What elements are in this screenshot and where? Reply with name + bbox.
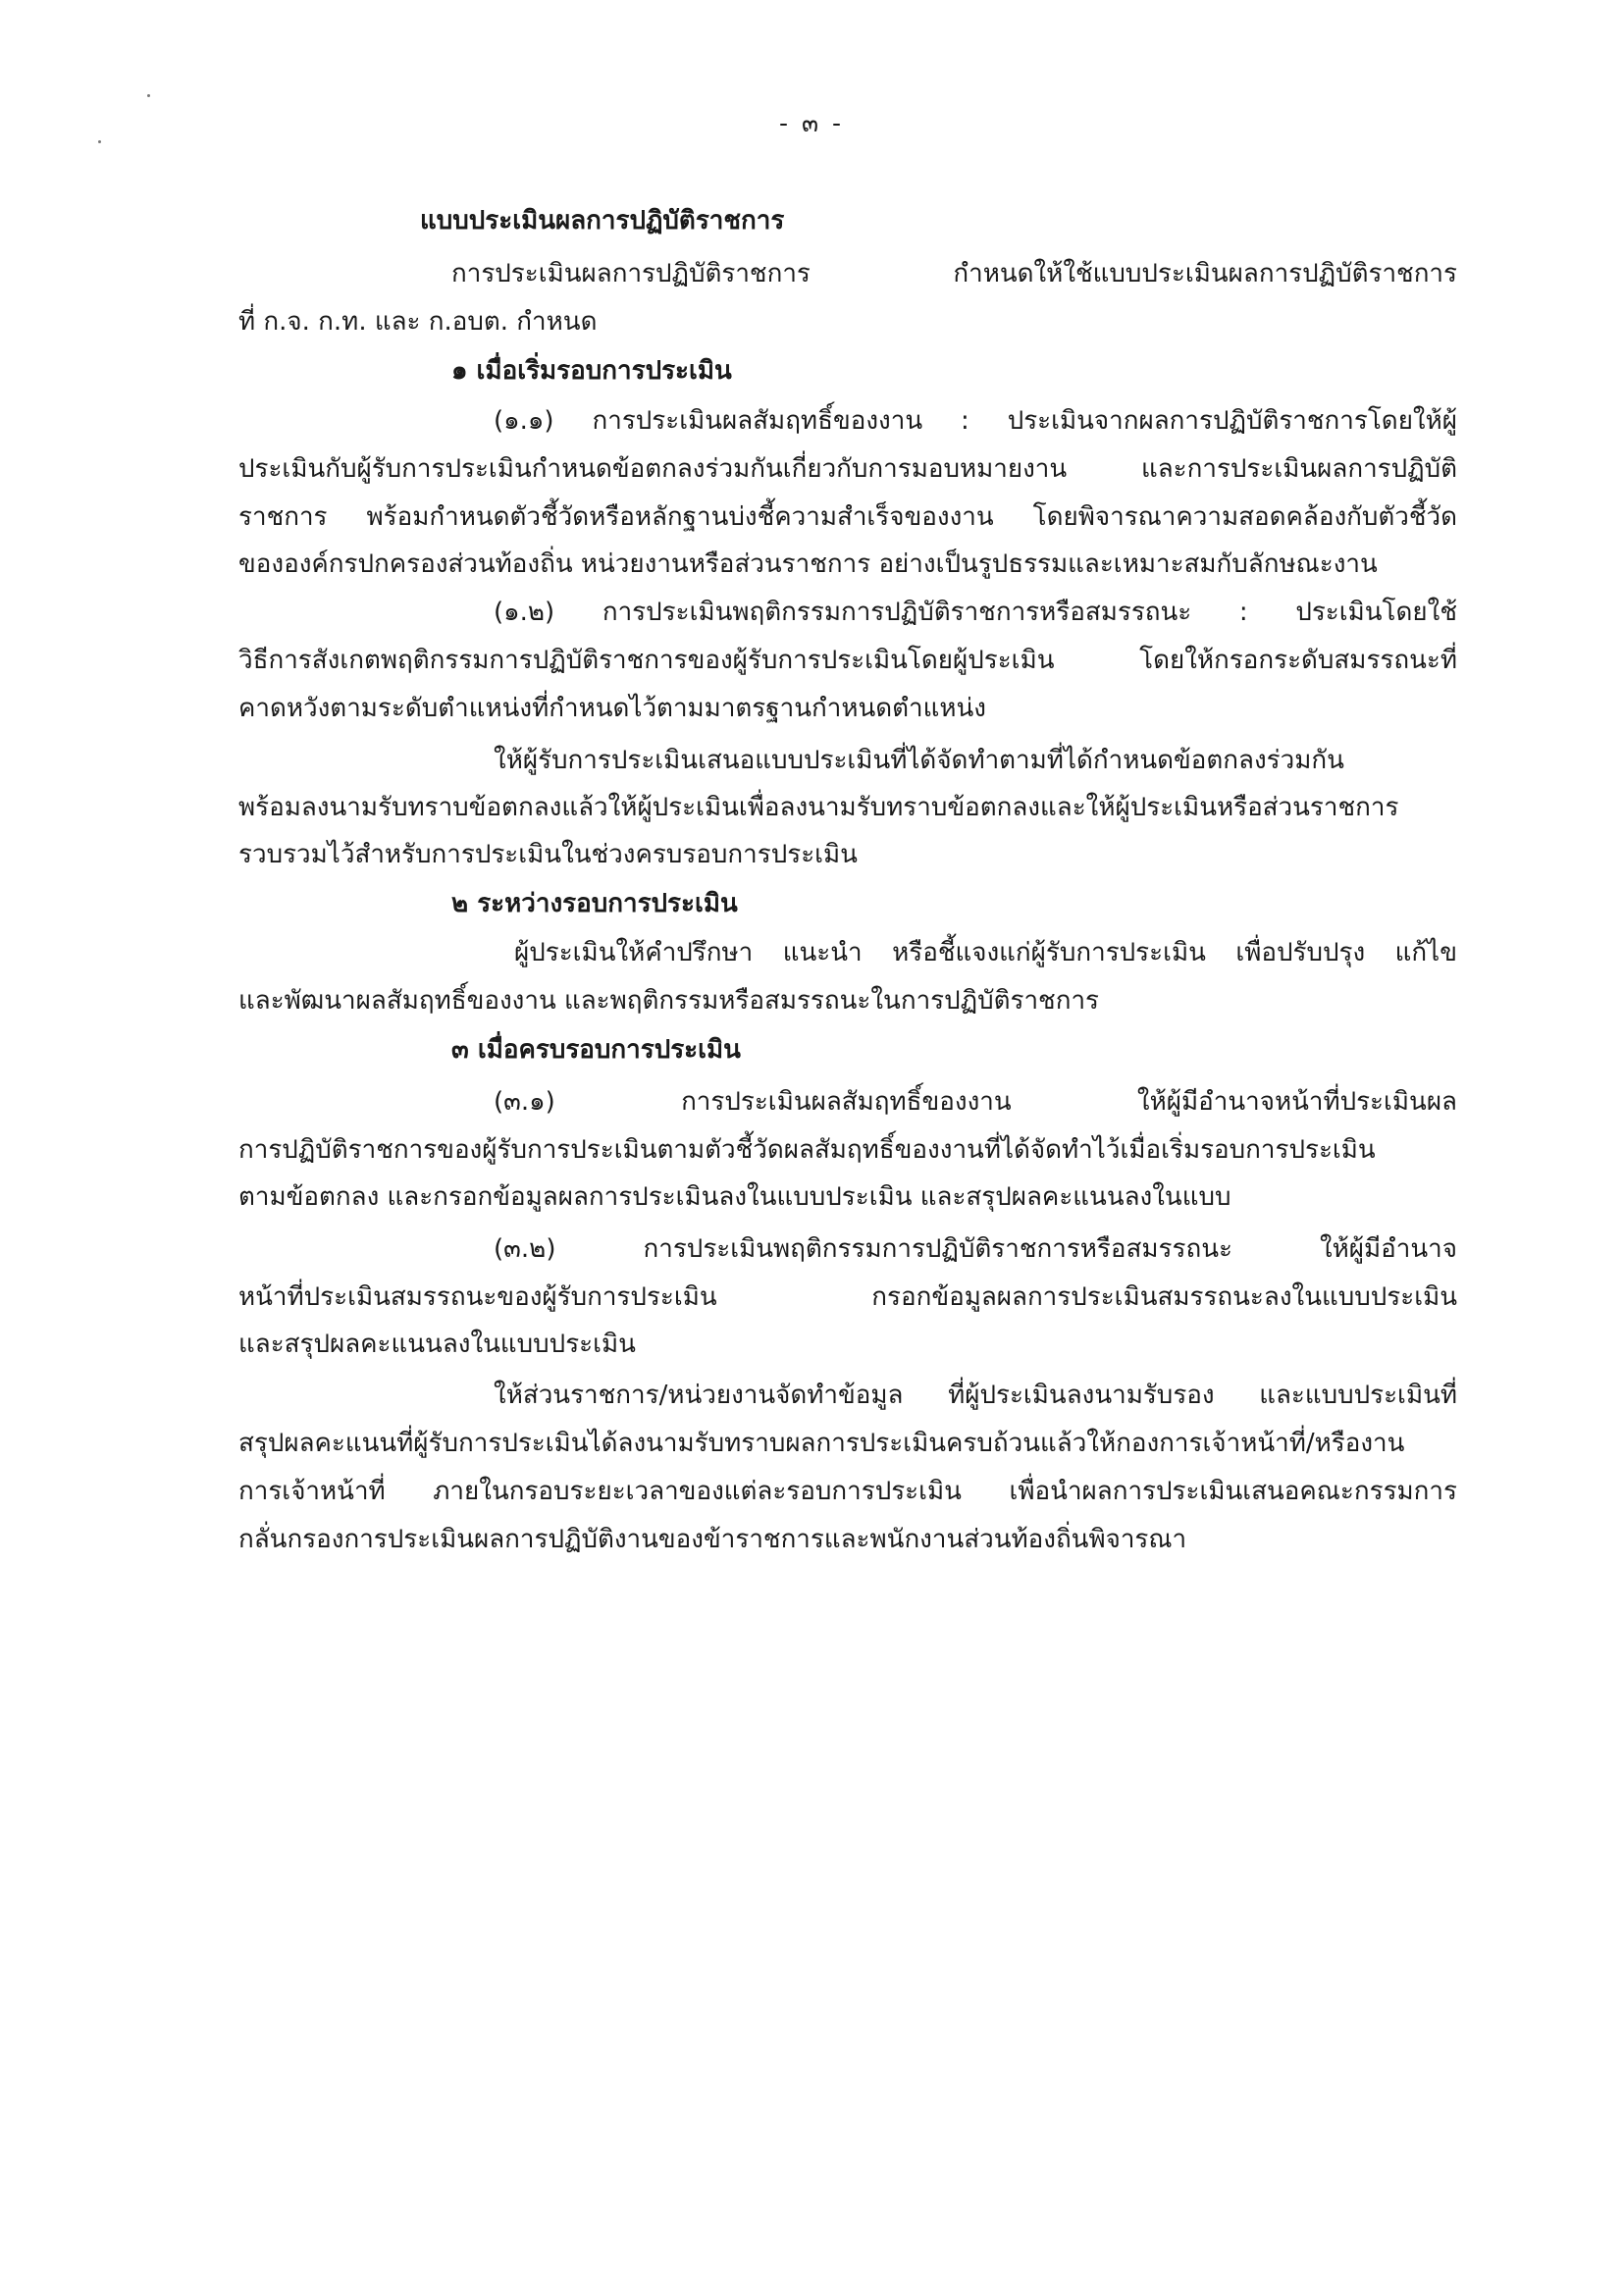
paragraph-line: คาดหวังตามระดับตำแหน่งที่กำหนดไว้ตามมาตรฐานกำหนดตำแหน่ง bbox=[238, 694, 986, 723]
paragraph-line: และพัฒนาผลสัมฤทธิ์ของงาน และพฤติกรรมหรือสมรรถนะในการปฏิบัติราชการ bbox=[238, 986, 1100, 1016]
paragraph-line: การเจ้าหน้าที่ ภายในกรอบระยะเวลาของแต่ละรอบการประเมิน เพื่อนำผลการประเมินเสนอคณะกรรมการ bbox=[238, 1477, 1457, 1506]
paragraph-line: และสรุปผลคะแนนลงในแบบประเมิน bbox=[238, 1330, 636, 1359]
paragraph-line: หน้าที่ประเมินสมรรถนะของผู้รับการประเมิน กรอกข้อมูลผลการประเมินสมรรถนะลงในแบบประเมิน bbox=[238, 1282, 1457, 1312]
document-heading: แบบประเมินผลการปฏิบัติราชการ bbox=[420, 206, 785, 235]
paragraph-line: (๓.๑) การประเมินผลสัมฤทธิ์ของงาน ให้ผู้มีอำนาจหน้าที่ประเมินผล bbox=[494, 1087, 1457, 1117]
section-3-title: ๓ เมื่อครบรอบการประเมิน bbox=[451, 1035, 741, 1065]
paragraph-line: ราชการ พร้อมกำหนดตัวชี้วัดหรือหลักฐานบ่งชี้ความสำเร็จของงาน โดยพิจารณาความสอดคล้องกับตัวชี้วัด bbox=[238, 502, 1457, 532]
paragraph-line: ให้ส่วนราชการ/หน่วยงานจัดทำข้อมูล ที่ผู้ประเมินลงนามรับรอง และแบบประเมินที่ bbox=[494, 1381, 1457, 1410]
paragraph-line: รวบรวมไว้สำหรับการประเมินในช่วงครบรอบการประเมิน bbox=[238, 840, 858, 869]
paragraph-line: ประเมินกับผู้รับการประเมินกำหนดข้อตกลงร่วมกันเกี่ยวกับการมอบหมายงาน และการประเมินผลการปฏิบัติ bbox=[238, 454, 1457, 484]
paragraph-line: สรุปผลคะแนนที่ผู้รับการประเมินได้ลงนามรับทราบผลการประเมินครบถ้วนแล้วให้กองการเจ้าหน้าที่/หรืองาน bbox=[238, 1429, 1405, 1458]
paragraph-line: ขององค์กรปกครองส่วนท้องถิ่น หน่วยงานหรือส่วนราชการ อย่างเป็นรูปธรรมและเหมาะสมกับลักษณะงาน bbox=[238, 549, 1378, 579]
paragraph-line: วิธีการสังเกตพฤติกรรมการปฏิบัติราชการของผู้รับการประเมินโดยผู้ประเมิน โดยให้กรอกระดับสมรรถนะที่ bbox=[238, 646, 1457, 675]
paragraph-line: (๑.๑) การประเมินผลสัมฤทธิ์ของงาน : ประเมินจากผลการปฏิบัติราชการโดยให้ผู้ bbox=[494, 406, 1457, 436]
page-number: - ๓ - bbox=[778, 109, 845, 137]
paragraph-line: ให้ผู้รับการประเมินเสนอแบบประเมินที่ได้จัดทำตามที่ได้กำหนดข้อตกลงร่วมกัน bbox=[494, 746, 1344, 775]
section-1-title: ๑ เมื่อเริ่มรอบการประเมิน bbox=[451, 356, 732, 386]
intro-line: ที่ ก.จ. ก.ท. และ ก.อบต. กำหนด bbox=[238, 307, 598, 337]
paragraph-line: พร้อมลงนามรับทราบข้อตกลงแล้วให้ผู้ประเมินเพื่อลงนามรับทราบข้อตกลงและให้ผู้ประเมินหรือส่วนราชการ bbox=[238, 793, 1399, 822]
paragraph-line: กลั่นกรองการประเมินผลการปฏิบัติงานของข้าราชการและพนักงานส่วนท้องถิ่นพิจารณา bbox=[238, 1525, 1187, 1554]
paragraph-line: ตามข้อตกลง และกรอกข้อมูลผลการประเมินลงในแบบประเมิน และสรุปผลคะแนนลงในแบบ bbox=[238, 1182, 1231, 1212]
paragraph-line: (๓.๒) การประเมินพฤติกรรมการปฏิบัติราชการหรือสมรรถนะ ให้ผู้มีอำนาจ bbox=[494, 1234, 1457, 1264]
section-2-title: ๒ ระหว่างรอบการประเมิน bbox=[451, 889, 738, 918]
paragraph-line: การปฏิบัติราชการของผู้รับการประเมินตามตัวชี้วัดผลสัมฤทธิ์ของงานที่ได้จัดทำไว้เมื่อเริ่มรอบการประเมิน bbox=[238, 1135, 1376, 1165]
paragraph-line: (๑.๒) การประเมินพฤติกรรมการปฏิบัติราชการหรือสมรรถนะ : ประเมินโดยใช้ bbox=[494, 598, 1457, 627]
scan-speck bbox=[147, 94, 150, 97]
paragraph-line: ผู้ประเมินให้คำปรึกษา แนะนำ หรือชี้แจงแก่ผู้รับการประเมิน เพื่อปรับปรุง แก้ไข bbox=[514, 938, 1457, 967]
intro-line: การประเมินผลการปฏิบัติราชการ กำหนดให้ใช้แบบประเมินผลการปฏิบัติราชการ bbox=[451, 259, 1457, 288]
